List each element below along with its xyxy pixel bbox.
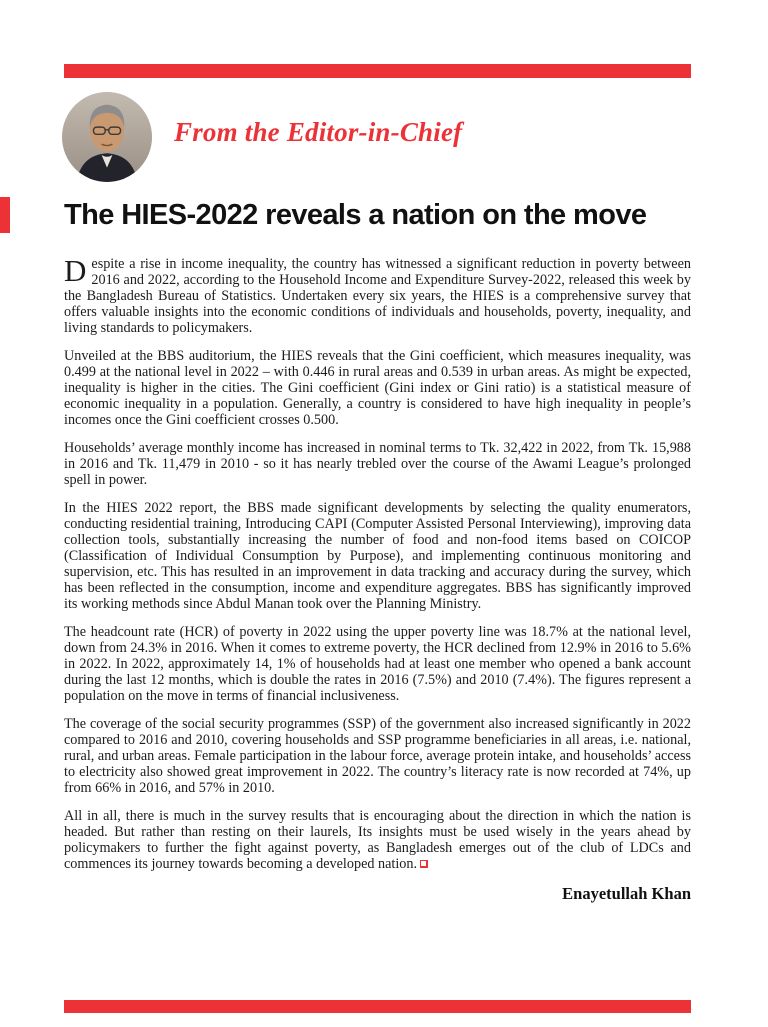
end-of-article-icon — [420, 860, 428, 868]
masthead — [64, 92, 691, 182]
article-paragraph: The headcount rate (HCR) of poverty in 2022 using the upper poverty line was 18.7% at the national level, down from 24.3% in 2016. When it comes to extreme poverty, the HCR declined from 12.9% in 2016 to 5.6% in 2022. In 2022, approximately 14, 1% of households had at least one member who opened a bank account during the last 12 months, which is double the rates in 2016 (7.5%) and 2010 (7.4%). The figures represent a population on the move in terms of financial inclusiveness. — [64, 624, 691, 704]
section-title: From the Editor-in-Chief — [174, 116, 463, 147]
author-signature: Enayetullah Khan — [562, 884, 691, 903]
article-paragraph: Households’ average monthly income has increased in nominal terms to Tk. 32,422 in 2022, from Tk. 15,988 in 2016 and Tk. 11,479 in 2010 - so it has nearly trebled over the course of the Awami League’s prolonged spell in power. — [64, 440, 691, 488]
article-paragraph: Unveiled at the BBS auditorium, the HIES reveals that the Gini coefficient, which measures inequality, was 0.499 at the national level in 2022 – with 0.446 in rural areas and 0.539 in urban areas. As might be expected, inequality is higher in the cities. The Gini coefficient (Gini index or Gini ratio) is a statistical measure of economic inequality in a population. Generally, a country is considered to have high inequality in people’s incomes once the Gini coefficient crosses 0.500. — [64, 348, 691, 428]
article-body — [64, 253, 691, 872]
drop-cap: D — [64, 253, 87, 288]
top-red-bar — [64, 64, 691, 78]
page-edge-red-marker — [0, 197, 10, 233]
article-headline: The HIES-2022 reveals a nation on the move — [64, 199, 647, 231]
page-content — [64, 92, 691, 904]
article-paragraph: In the HIES 2022 report, the BBS made significant developments by selecting the quality enumerators, conducting residential training, Introducing CAPI (Computer Assisted Personal Interviewing), improving data collection tools, substantially increasing the number of food and non-food items based on COICOP (Classification of Individual Consumption by Purpose), and implementing continuous monitoring and supervision, etc. This has resulted in an improvement in data tracking and accuracy during the survey, which has been reflected in the consumption, income and expenditure aggregates. BBS has significantly improved its working methods since Abdul Manan took over the Planning Ministry. — [64, 500, 691, 612]
paragraph-text: espite a rise in income inequality, the country has witnessed a significant reduction in poverty between 2016 and 2022, according to the Household Income and Expenditure Survey-2022, released this week by the Bangladesh Bureau of Statistics. Undertaken every six years, the HIES is a comprehensive survey that offers valuable insights into the economic conditions of individuals and households, poverty, inequality, and living standards to policymakers. — [64, 256, 691, 336]
bottom-red-bar — [64, 1000, 691, 1013]
editor-portrait-photo — [62, 92, 152, 182]
article-paragraph: The coverage of the social security programmes (SSP) of the government also increased significantly in 2022 compared to 2016 and 2010, covering households and SSP programme beneficiaries in all areas, i.e. national, rural, and urban areas. Female participation in the labour force, average protein intake, and households’ access to electricity also showed great improvement in 2022. The country’s literacy rate is now recorded at 74%, up from 66% in 2016, and 57% in 2010. — [64, 716, 691, 796]
paragraph-text: All in all, there is much in the survey results that is encouraging about the direction in which the nation is headed. But rather than resting on their laurels, Its insights must be used wisely in the years ahead by policymakers to further the fight against poverty, as Bangladesh emerges out of the club of LDCs and commences its journey towards becoming a developed nation. — [64, 808, 691, 872]
article-paragraph — [64, 808, 691, 872]
article-paragraph — [64, 253, 691, 336]
portrait-illustration — [62, 92, 152, 182]
